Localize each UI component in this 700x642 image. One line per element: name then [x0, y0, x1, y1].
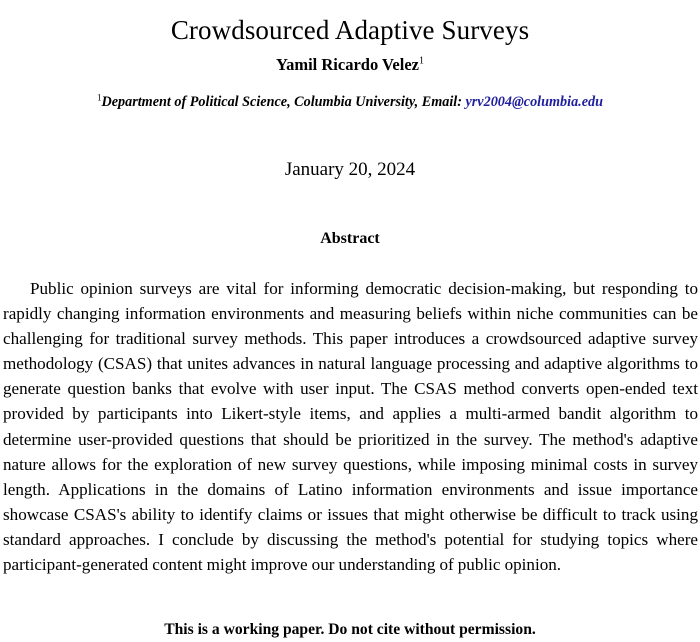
abstract-heading: Abstract: [320, 230, 380, 247]
working-paper-note: This is a working paper. Do not cite without permission.: [164, 621, 536, 638]
author-footnote-marker: 1: [418, 55, 424, 67]
publication-date: January 20, 2024: [284, 159, 416, 180]
affiliation-footnote-marker: 1: [96, 92, 102, 103]
page-title: Crowdsourced Adaptive Surveys: [170, 15, 530, 46]
affiliation-text: Department of Political Science, Columbia University, Email:: [101, 94, 466, 110]
author-line: [0, 54, 700, 76]
author-name: Yamil Ricardo Velez: [276, 55, 419, 74]
affiliation-line: [0, 93, 700, 111]
abstract-body: Public opinion surveys are vital for informing democratic decision-making, but responding to rapidly changing information environments and measuring beliefs within niche communities can be challenging for traditional survey methods. This paper introduces a crowdsourced adaptive survey methodology (CSAS) that unites advances in natural language processing and adaptive algorithms to generate question banks that evolve with user input. The CSAS method converts open-ended text provided by participants into Likert-style items, and applies a multi-armed bandit algorithm to determine user-provided questions that should be prioritized in the survey. The method's adaptive nature allows for the exploration of new survey questions, while imposing minimal costs in survey length. Applications in the domains of Latino information environments and issue importance showcase CSAS's ability to identify claims or issues that might otherwise be difficult to track using standard approaches. I conclude by discussing the method's potential for studying topics where participant-generated content might improve our understanding of public opinion.: [3, 279, 698, 575]
author-email-link[interactable]: yrv2004@columbia.edu: [465, 94, 603, 110]
